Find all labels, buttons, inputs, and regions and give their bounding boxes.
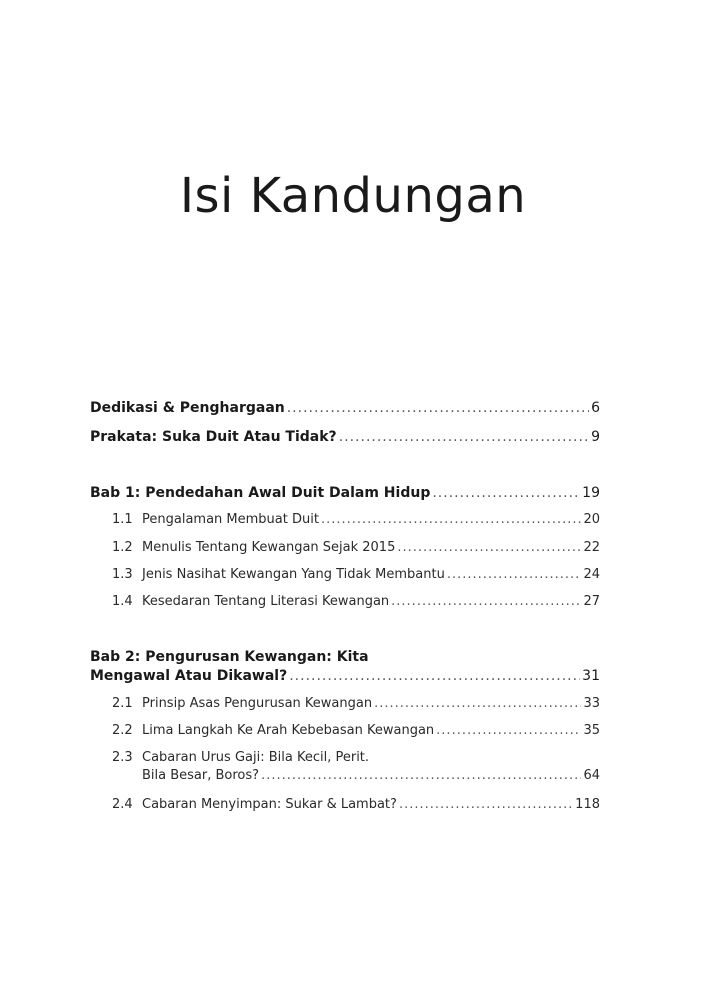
section-number: 1.1 xyxy=(112,512,133,527)
toc-page-number: 6 xyxy=(591,400,600,416)
section-number: 2.2 xyxy=(112,723,133,738)
toc-page-number: 27 xyxy=(583,594,600,609)
toc-page-number: 19 xyxy=(582,485,600,501)
toc-subentry-2-3-line1 xyxy=(112,750,600,765)
toc-subentry-1-4[interactable] xyxy=(112,594,600,609)
toc-entry-label: Prakata: Suka Duit Atau Tidak? xyxy=(90,429,337,445)
toc-page-number: 33 xyxy=(583,696,600,711)
toc-page-number: 9 xyxy=(591,429,600,445)
toc-entry-label: Cabaran Menyimpan: Sukar & Lambat? xyxy=(142,797,397,812)
toc-entry-label: Bila Besar, Boros? xyxy=(142,768,260,783)
toc-entry-label: Jenis Nasihat Kewangan Yang Tidak Membantu xyxy=(142,567,445,582)
toc-page-number: 24 xyxy=(583,567,600,582)
toc-subentry-2-3[interactable] xyxy=(112,768,600,783)
leader-dots xyxy=(339,429,589,445)
toc-subentry-1-1[interactable] xyxy=(112,512,600,527)
toc-entry-label: Prinsip Asas Pengurusan Kewangan xyxy=(142,696,373,711)
toc-entry-label: Menulis Tentang Kewangan Sejak 2015 xyxy=(142,540,396,555)
leader-dots xyxy=(289,668,580,684)
leader-dots xyxy=(436,723,581,738)
toc-entry-label: Kesedaran Tentang Literasi Kewangan xyxy=(142,594,390,609)
toc-page-number: 31 xyxy=(582,668,600,684)
toc-entry-label: Pengalaman Membuat Duit xyxy=(142,512,319,527)
toc-entry-label: Cabaran Urus Gaji: Bila Kecil, Perit. xyxy=(142,750,370,765)
toc-entry-bab2[interactable] xyxy=(90,668,600,684)
leader-dots xyxy=(287,400,589,416)
toc-entry-label: Dedikasi & Penghargaan xyxy=(90,400,285,416)
toc-entry-label: Mengawal Atau Dikawal? xyxy=(90,668,288,684)
section-number: 1.3 xyxy=(112,567,133,582)
toc-subentry-2-2[interactable] xyxy=(112,723,600,738)
toc-entry-label: Lima Langkah Ke Arah Kebebasan Kewangan xyxy=(142,723,435,738)
toc-entry-label: Bab 1: Pendedahan Awal Duit Dalam Hidup xyxy=(90,485,431,501)
section-number: 2.4 xyxy=(112,797,133,812)
toc-page-number: 64 xyxy=(583,768,600,783)
toc-subentry-2-1[interactable] xyxy=(112,696,600,711)
toc-page-number: 22 xyxy=(583,540,600,555)
section-number: 2.1 xyxy=(112,696,133,711)
leader-dots xyxy=(391,594,581,609)
leader-dots xyxy=(261,768,581,783)
page-title: Isi Kandungan xyxy=(179,168,527,224)
leader-dots xyxy=(321,512,582,527)
leader-dots xyxy=(397,540,581,555)
toc-page-number: 20 xyxy=(583,512,600,527)
toc-entry-prakata[interactable] xyxy=(90,429,600,445)
section-number: 2.3 xyxy=(112,750,133,765)
toc-subentry-1-3[interactable] xyxy=(112,567,600,582)
toc-page-number: 118 xyxy=(575,797,600,812)
leader-dots xyxy=(374,696,581,711)
toc-page-number: 35 xyxy=(583,723,600,738)
toc-entry-bab1[interactable] xyxy=(90,485,600,501)
section-number: 1.2 xyxy=(112,540,133,555)
leader-dots xyxy=(447,567,582,582)
toc-entry-dedikasi[interactable] xyxy=(90,400,600,416)
leader-dots xyxy=(432,485,580,501)
toc-entry-bab2-line1: Bab 2: Pengurusan Kewangan: Kita xyxy=(90,649,369,665)
leader-dots xyxy=(399,797,573,812)
section-number: 1.4 xyxy=(112,594,133,609)
toc-subentry-2-4[interactable] xyxy=(112,797,600,812)
toc-subentry-1-2[interactable] xyxy=(112,540,600,555)
